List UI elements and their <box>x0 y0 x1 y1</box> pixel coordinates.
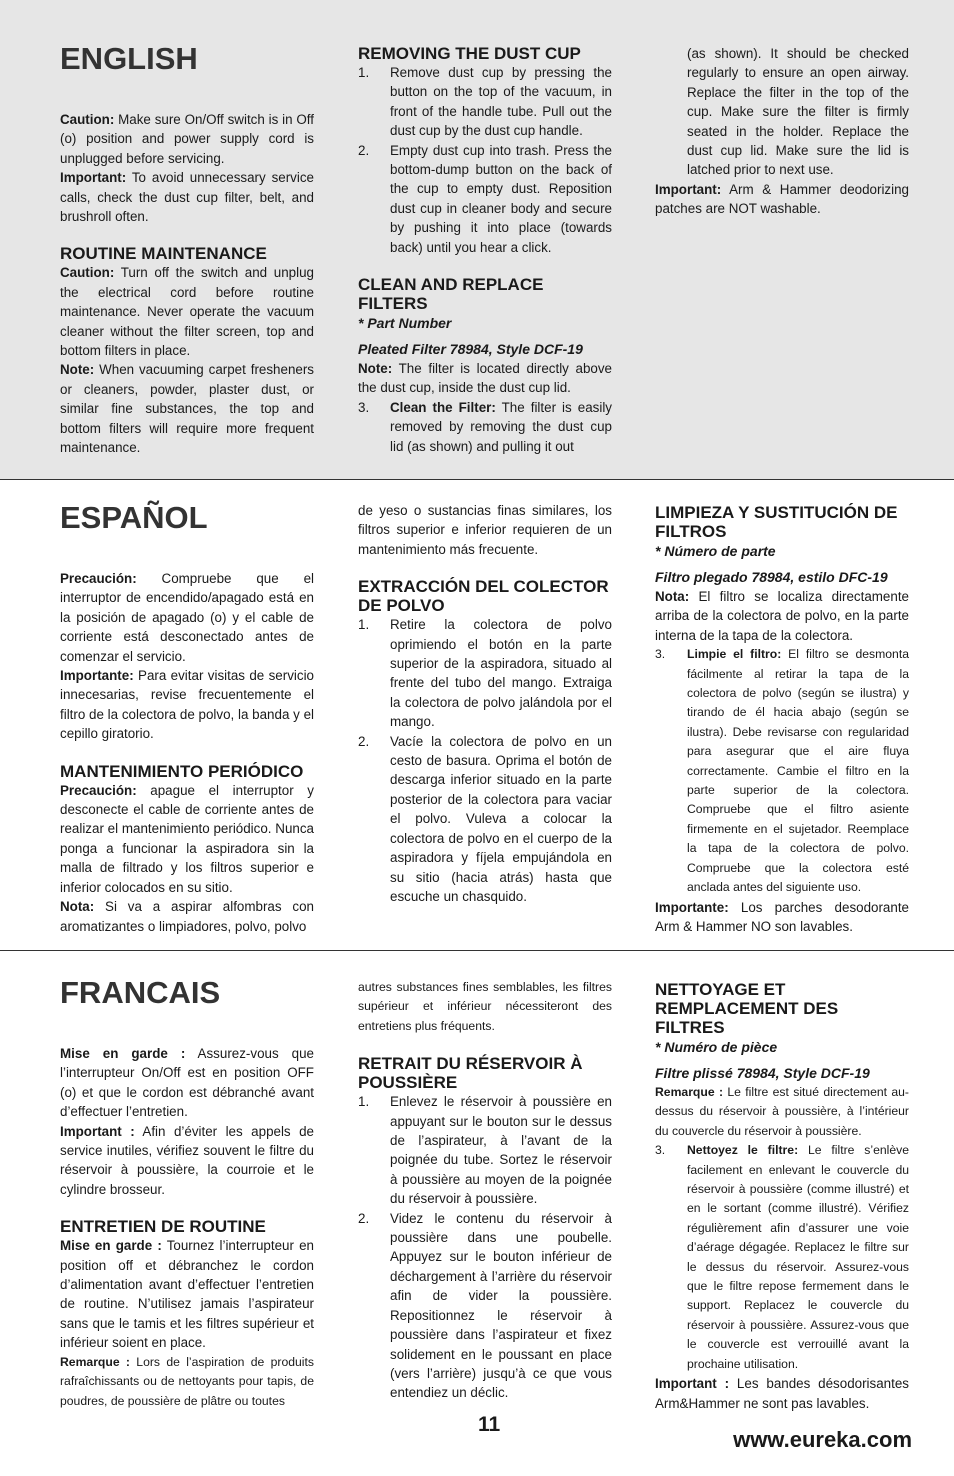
step-number: 3. <box>358 399 370 415</box>
caution-text: apague el interruptor y desconecte el cable de corriente antes de realizar el mantenimiento periódico. Nunca ponga a funcionar la aspiradora sin la malla de filtrado y los filtros superior e inferior colocados en su sitio. <box>60 782 314 895</box>
step-number: 3. <box>655 647 666 662</box>
dustcup-heading: REMOVING THE DUST CUP <box>358 44 581 63</box>
step-label: Limpie el filtro: <box>687 647 782 662</box>
section-title: ESPAÑOL <box>60 500 208 535</box>
list-item <box>655 1141 909 1374</box>
step-number: 2. <box>358 142 370 158</box>
step-text: Vacíe la colectora de polvo en un cesto de basura. Oprima el botón de descarga inferior situado en la parte posterior de la colectora para vaciar el polvo. Vuleva a colocar la colectora de polvo en el cuerpo de la aspiradora y fíjela empujándola en su sitio (hacia atrás) hasta que escuche un chasquido. <box>390 733 612 904</box>
caution-label: Precaución: <box>60 571 137 586</box>
part-number-label: * Part Number <box>358 315 452 332</box>
important-paragraph <box>60 1122 314 1200</box>
filter-steps <box>358 398 612 456</box>
dustcup-steps <box>358 63 612 257</box>
important-text: Les bandes désodorisantes Arm&Hammer ne sont pas lavables. <box>655 1376 909 1411</box>
page-number: 11 <box>478 1413 501 1436</box>
list-item <box>358 615 612 731</box>
french-column-1 <box>60 976 314 1411</box>
filter-note-paragraph <box>655 1083 909 1141</box>
filters-heading: NETTOYAGE ET REMPLACEMENT DES FILTRES <box>655 980 839 1037</box>
english-section <box>0 0 954 479</box>
note-text: El filtro se localiza directamente arriba de la colectora de polvo, en la parte interna de la tapa de la colectora. <box>655 589 909 643</box>
note-text: Si va a aspirar alfombras con aromatizantes o limpiadores, polvo, polvo <box>60 899 314 934</box>
note-text: Le filtre est situé directement au-dessus du réservoir à poussière, à l’intérieur du couvercle du réservoir à poussière. <box>655 1085 909 1138</box>
step-text: The filter is easily removed by removing the dust cup lid (as shown) and pulling it out <box>390 399 612 454</box>
french-section <box>0 950 954 1476</box>
caution-text: Make sure On/Off switch is in Off (o) position and power supply cord is unplugged before servicing. <box>60 112 314 166</box>
caution-text: Turn off the switch and unplug the electrical cord before routine maintenance. Never operate the vacuum cleaner without the filter screen, top and bottom filters in place. <box>60 265 314 359</box>
important-label: Importante: <box>655 899 729 915</box>
step-text: Le filtre s’enlève facilement en enlevant le couvercle du réservoir à poussière (comme illustré) et en le sortant (comme illustré). Vérifiez régulièrement afin d’assurer une voie d’aérage dégagée. Replacez le filtre sur le dessus du réservoir. Assurez-vous que le filtre repose fermement dans le support. Replacez le couvercle du réservoir à poussière. Assurez-vous que le couvercle est verrouillé avant la prochaine utilisation. <box>687 1143 909 1371</box>
english-column-3 <box>655 44 909 219</box>
step-text: Enlevez le réservoir à poussière en appuyant sur le bouton sur le dessus de l’aspirateur, à l’avant de la poignée du tube. Sortez le réservoir à poussière au moyen de la poignée du réservoir à poussière. <box>390 1094 612 1207</box>
routine-note-paragraph <box>60 360 314 457</box>
note-label: Nota: <box>60 899 95 915</box>
important-paragraph <box>60 666 314 744</box>
important-text: To avoid unnecessary service calls, check the dust cup filter, belt, and brushroll often. <box>60 170 314 225</box>
dustcup-heading: EXTRACCIÓN DEL COLECTOR DE POLVO <box>358 577 609 616</box>
caution-label: Caution: <box>60 112 115 127</box>
step-text: El filtro se desmonta fácilmente al retirar la tapa de la colectora de polvo (según se ilustra) y tirando de él hacia abajo (según se ilustra). Debe revisarse con regularidad para asegurar que el aire fluya correctamente. Cambie el filtro en la parte superior de la colectora. Compruebe que el filtro asiente firmemente en el sujetador. Reemplace la tapa de la colectora de polvo. Compruebe que la colectora esté anclada antes del siguiente uso. <box>687 647 909 895</box>
filters-heading: CLEAN AND REPLACE FILTERS <box>358 275 544 314</box>
list-item <box>358 141 612 257</box>
caution-paragraph <box>60 1044 314 1122</box>
routine-note-paragraph <box>60 1353 314 1411</box>
note-label: Note: <box>358 361 393 377</box>
dustcup-steps <box>358 615 612 906</box>
routine-note-paragraph <box>60 897 314 936</box>
caution-label: Precaución: <box>60 782 137 798</box>
list-item <box>358 398 612 456</box>
important-label: Important: <box>655 181 722 197</box>
note-text: The filter is located directly above the dust cup, inside the dust cup lid. <box>358 361 612 396</box>
spanish-column-2 <box>358 501 612 906</box>
important-label: Important : <box>60 1123 135 1139</box>
caution-text: Tournez l’interrupteur en position off et débranchez le cordon d’alimentation avant d’effectuer l’entretien de routine. N’utilisez jamais l’aspirateur sans que le tamis et les filtres supérieur et inférieur soient en place. <box>60 1238 314 1351</box>
important-text: Arm & Hammer deodorizing patches are NOT washable. <box>655 181 909 217</box>
step-continuation: (as shown). It should be checked regularly to ensure an open airway. Replace the filter in the top of the cup. Make sure the filter is firmly seated in the holder. Replace the dust cup lid. Make sure the lid is latched prior to next use. <box>687 46 909 178</box>
filters-heading: LIMPIEZA Y SUSTITUCIÓN DE FILTROS <box>655 503 898 541</box>
note-label: Remarque : <box>655 1085 724 1099</box>
spanish-section <box>0 479 954 951</box>
step-number: 1. <box>358 617 370 633</box>
spanish-column-1 <box>60 501 314 936</box>
part-number-label: * Número de parte <box>655 543 776 559</box>
section-title: ENGLISH <box>60 41 198 76</box>
routine-heading: ROUTINE MAINTENANCE <box>60 244 267 264</box>
step-label: Clean the Filter: <box>390 399 496 415</box>
list-item <box>358 1092 612 1208</box>
final-important-paragraph <box>655 1374 909 1413</box>
spanish-column-3 <box>655 503 909 936</box>
step-number: 1. <box>358 1094 370 1110</box>
step-text: Videz le contenu du réservoir à poussière dans une poubelle. Appuyez sur le bouton inférieur de déchargement à l’arrière du réservoir afin de vider la poussière. Repositionnez le réservoir à poussière dans l’aspirateur et fixez solidement en le poussant en place (vers l’arrière) jusqu’à ce que vous entendiez un déclic. <box>390 1210 612 1401</box>
step-label: Nettoyez le filtre: <box>687 1143 799 1158</box>
step-text: Remove dust cup by pressing the button on the top of the vacuum, in front of the handle tube. Pull out the dust cup by the dust cup handle. <box>390 65 612 139</box>
note-text: When vacuuming carpet fresheners or cleaners, powder, plaster dust, or similar fine substances, the top and bottom filters will require more frequent maintenance. <box>60 362 314 456</box>
routine-caution-paragraph <box>60 1236 314 1352</box>
note-text: Lors de l’aspiration de produits rafraîchissants ou de nettoyants pour tapis, de poudres, de poussière de plâtre ou toutes <box>60 1354 314 1408</box>
filter-model: Filtre plissé 78984, Style DCF-19 <box>655 1065 870 1081</box>
step-number: 2. <box>358 1210 370 1226</box>
filter-steps <box>655 645 909 897</box>
part-number-label: * Numéro de pièce <box>655 1039 778 1055</box>
step-text: Retire la colectora de polvo oprimiendo el botón en la parte superior de la aspiradora, situado al frente del tubo del mango. Extraiga la colectora de polvo jalándola por el mango. <box>390 617 612 730</box>
important-label: Important : <box>655 1376 730 1392</box>
caution-label: Mise en garde : <box>60 1238 162 1254</box>
routine-caution-paragraph <box>60 781 314 897</box>
list-item <box>655 645 909 897</box>
important-text: Los parches desodorante Arm & Hammer NO son lavables. <box>655 899 909 934</box>
caution-label: Mise en garde : <box>60 1046 186 1061</box>
note-continuation: de yeso o sustancias finas similares, los filtros superior e inferior requieren de un mantenimiento más frecuente. <box>358 503 612 557</box>
caution-label: Caution: <box>60 265 115 281</box>
important-text: Para evitar visitas de servicio innecesarias, revise frecuentemente el filtro de la colectora de polvo, la banda y el cepillo giratorio. <box>60 668 314 742</box>
english-column-2 <box>358 44 612 456</box>
important-text: Afin d’éviter les appels de service inutiles, vérifiez souvent le filtre du réservoir à poussière, la courroie et le cylindre brosseur. <box>60 1123 314 1197</box>
english-column-1 <box>60 42 314 458</box>
routine-heading: MANTENIMIENTO PERIÓDICO <box>60 761 304 781</box>
routine-caution-paragraph <box>60 263 314 360</box>
filter-note-paragraph <box>358 359 612 398</box>
step-number: 2. <box>358 733 370 749</box>
french-column-3 <box>655 980 909 1413</box>
filter-steps <box>655 1141 909 1374</box>
filter-model: Filtro plegado 78984, estilo DFC-19 <box>655 569 888 585</box>
step-text: Empty dust cup into trash. Press the bottom-dump button on the back of the cup to empty dust. Reposition dust cup in cleaner body and secure by pushing it into place (towards back) until you hear a click. <box>390 142 612 255</box>
routine-heading: ENTRETIEN DE ROUTINE <box>60 1217 266 1237</box>
step-number: 3. <box>655 1143 666 1158</box>
caution-text: Assurez-vous que l’interrupteur On/Off est en position OFF (o) et que le cordon est débranché avant d’effectuer l’entretien. <box>60 1046 314 1120</box>
important-paragraph <box>60 168 314 226</box>
note-label: Nota: <box>655 589 690 604</box>
section-title: FRANCAIS <box>60 975 221 1010</box>
caution-paragraph <box>60 569 314 666</box>
filter-model: Pleated Filter 78984, Style DCF-19 <box>358 341 583 358</box>
caution-paragraph <box>60 110 314 168</box>
list-item <box>358 63 612 141</box>
filter-note-paragraph <box>655 587 909 645</box>
dustcup-steps <box>358 1092 612 1403</box>
step-number: 1. <box>358 65 370 80</box>
note-continuation: autres substances fines semblables, les filtres supérieur et inférieur nécessiteront des entretiens plus fréquents. <box>358 980 612 1033</box>
french-column-2 <box>358 978 612 1403</box>
final-important-paragraph <box>655 898 909 937</box>
list-item <box>358 1209 612 1403</box>
caution-text: Compruebe que el interruptor de encendido/apagado está en la posición de apagado (o) y el cable de corriente está desconectado antes de comenzar el servicio. <box>60 571 314 664</box>
list-item <box>358 732 612 907</box>
website-link[interactable]: www.eureka.com <box>733 1427 912 1452</box>
final-important-paragraph <box>655 180 909 219</box>
dustcup-heading: RETRAIT DU RÉSERVOIR À POUSSIÈRE <box>358 1054 583 1093</box>
important-label: Importante: <box>60 668 134 684</box>
important-label: Important: <box>60 170 127 186</box>
note-label: Remarque : <box>60 1354 130 1369</box>
note-label: Note: <box>60 362 95 378</box>
